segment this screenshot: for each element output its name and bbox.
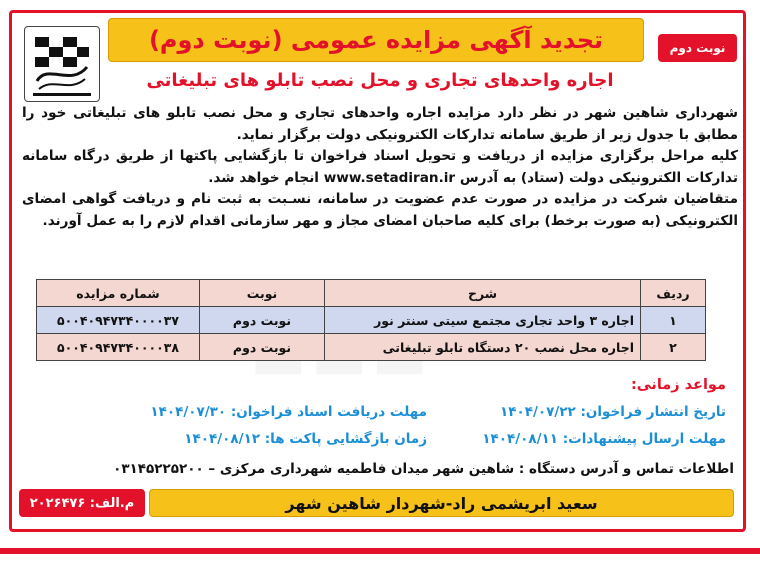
- table-row: [37, 307, 706, 334]
- auction-table: [36, 279, 706, 361]
- row-round: نوبت دوم: [200, 307, 325, 334]
- document-deadline: مهلت دریافت اسناد فراخوان: ۱۴۰۴/۰۷/۳۰: [150, 404, 427, 420]
- paragraph-requirements: متقاضیان شرکت در مزایده در صورت عدم عضویت در سامانه، نسـبت به ثبت نام و دریافت گواهی امضای الکترونیکی (به صورت برخط) برای کلیه صاحبان امضای مجاز و مهر سازمانی اقدام لازم را به عمل آورند.: [22, 191, 738, 229]
- contact-info: اطلاعات تماس و آدرس دستگاه : شاهین شهر میدان فاطمیه شهرداری مرکزی – ۰۳۱۴۵۲۲۵۲۰۰: [113, 461, 734, 477]
- signature-bar: [149, 489, 734, 517]
- municipality-logo: [24, 26, 100, 102]
- notice-subtitle: اجاره واحدهای تجاری و محل نصب تابلو های تبلیغاتی: [146, 70, 614, 91]
- round-badge: نوبت دوم: [658, 34, 737, 62]
- row-round: نوبت دوم: [200, 334, 325, 361]
- header-description: شرح: [325, 280, 641, 307]
- publish-date: تاریخ انتشار فراخوان: ۱۴۰۴/۰۷/۲۲: [500, 404, 726, 420]
- submission-deadline: مهلت ارسال پیشنهادات: ۱۴۰۴/۰۸/۱۱: [482, 431, 726, 447]
- notice-body: [22, 103, 738, 232]
- row-auction-number: [37, 334, 200, 361]
- row-auction-number: [37, 307, 200, 334]
- bottom-divider: [0, 548, 760, 554]
- row-number: ۲: [641, 334, 706, 361]
- header-row-number: ردیف: [641, 280, 706, 307]
- row-description: اجاره ۳ واحد تجاری مجتمع سیتی سنتر نور: [325, 307, 641, 334]
- signature: سعید ابریشمی راد-شهردار شاهین شهر: [285, 493, 598, 513]
- table-row: [37, 334, 706, 361]
- paragraph-intro: شهرداری شاهین شهر در نظر دارد مزایده اجاره واحدهای تجاری و محل نصب تابلو های تبلیغاتی خود را مطابق با جدول زیر از طریق سامانه تدارکات الکترونیکی دولت برگزار نماید.: [22, 105, 738, 143]
- paragraph-process: کلیه مراحل برگزاری مزایده از دریافت و تحویل اسناد فراخوان تا بازگشایی پاکتها از طریق درگاه سامانه تدارکات الکترونیکی دولت (ستاد) به آدرس www.setadiran.ir انجام خواهد شد.: [22, 148, 738, 186]
- auction-number-value: ۵۰۰۴۰۹۴۷۳۴۰۰۰۰۳۷: [56, 312, 180, 328]
- auction-number-value: ۵۰۰۴۰۹۴۷۳۴۰۰۰۰۳۸: [56, 339, 180, 355]
- header-round: نوبت: [200, 280, 325, 307]
- notice-title: تجدید آگهی مزایده عمومی (نوبت دوم): [148, 26, 604, 54]
- opening-date: زمان بازگشایی پاکت ها: ۱۴۰۴/۰۸/۱۲: [184, 431, 427, 447]
- dates-heading: مواعد زمانی:: [630, 377, 726, 393]
- row-description: اجاره محل نصب ۲۰ دستگاه تابلو تبلیغاتی: [325, 334, 641, 361]
- table-header-row: [37, 280, 706, 307]
- title-bar: [108, 18, 644, 62]
- publication-code: م.الف: ۲۰۲۶۴۷۶: [19, 489, 145, 517]
- row-number: ۱: [641, 307, 706, 334]
- header-auction-number: شماره مزایده: [37, 280, 200, 307]
